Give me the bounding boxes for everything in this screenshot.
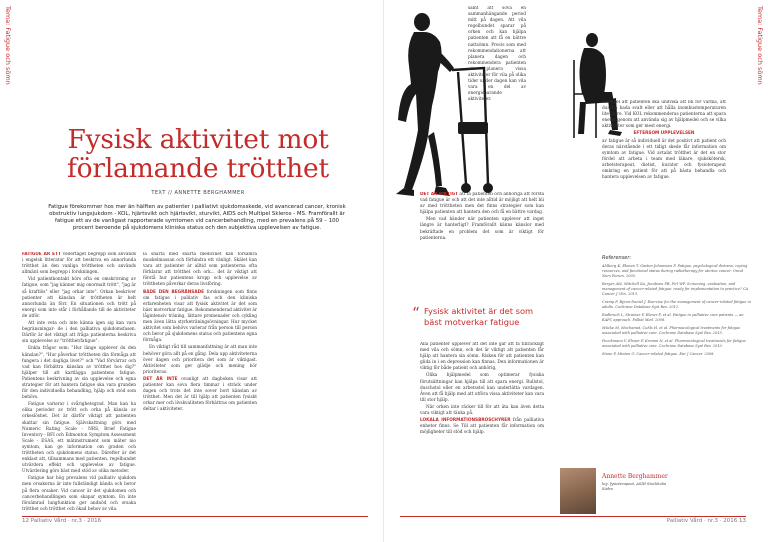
col4-p1: Alla patienter upplever att det inte går att få tillräckligt med vila och sömn, och det är viktigt att patienten får hjälp att hantera sin sömn. Risken för att patienten kan glida in i en depression kan finnas. Den informationen är viktig för både patient och anhörig. [420,342,544,372]
section-tab-right: Tema: Fatigue och sömn [756,6,764,85]
reference-item: Mücke M, Mochamat, Cuhls H, et al. Pharmacological treatments for fatigue associated with palliative care. Cochrane Database Syst Rev. 2015. [602,326,741,335]
col1-p6: Fatigue har hög prevalens vid palliativ sjukdom men orsakerna är inte fullständigt kända och beror på flera orsaker. Vid cancer är det sjukdomen och cancerbehandlingen som skapar symtom. En inte försämrad lungfunktion ger andnöd och orsaka trötthet och trötthet och ökad behov av vila. [22,476,136,510]
col3-p2: att få patienten och anhöriga att förstå vad fatigue är och att det inte alltid är möjligt att helt bli av med tröttheten men det finns strategier som kan hjälpa patienten att hantera den och få en bättre vardag. [420,192,544,216]
author-name: Annette Berghammer [602,473,668,480]
kicker-not: DET ÄR INTE [143,376,178,382]
col2-p2: forskningen som finns om fatigue i palliativ fas och den kliniska erfarenheten visar att fysisk aktivitet är det som bäst motverkar fatigue. Rekommenderad aktivitet är lågintensiv träning, lättare promenader och cykling men även lätta styrketräningsövningar. Hur mycket aktivitet som behövs varierar från person till person och beror på sjukdomens status och patientens egna förmåga. [143,289,257,344]
title-line-2: förlamande trötthet [67,153,329,184]
kicker-brochures: LOKALA INFORMATIONSBROSCHYRER [420,418,511,424]
body-column-2 [143,252,257,510]
col3-p3: Men vad händer när patienten upplever att inget längre är hanterligt? Framförallt känns känslor med bekräftade en problem det som är viktigt för patienterna. [420,217,544,241]
body-column-3-top [468,6,526,192]
reference-item: Berger AM, Mitchell SA, Jacobsen PB, Pirl WF. Screening, evaluation, and management of cancer-related fatigue: ready for implementation to practice? CA Cancer J Clin. 2015. [602,282,749,296]
body-column-5 [602,100,726,250]
body-column-3 [420,192,544,254]
footer-rule-left [22,516,368,517]
byline: TEXT // ANNETTE BERGHAMMER [151,190,245,196]
col2-p1: la snarta med snarta medicinet kan försämra muskelmassan och förhindra ett vänligt. Skälet kan vara att patienter är alltid som patienterna ofta förklarar att trötthet och ork... det är viktigt att förstå hur patientens kropp och upplevelse av tröttheten påverkar deras livsföring. [143,252,257,288]
col2-p4: ovanligt att dagboken visar att patienter kan sova flera timmar i sträck under dagen och trots det inte sover bort känslan av trötthet. Men det är till hjälp att patienten fysiskt orkar mer och livskvaliteten förbättras om patienten deltar i aktiviteter. [143,376,257,413]
col4-p2: Olika hjälpmedel som optimerar fysiska förutsättningar kan hjälpa till att spara energi. Rullstol, duschstol eller en arbetsstol kan underlätta vardagen. Även att få hjälp med att utföra vissa aktiviteter kan vara till stor hjälp. [420,373,544,403]
section-tab-left: Tema: Fatigue och sömn [4,6,12,85]
col5-p2: av fatigue är så individuell är det positivt att patient och deras närstående i ett tidigt skede får information om symtom av fatigue. Vid avtalat trötthet är det en stor fördel att arbeta i team med läkare, sjukskötersk, arbetsterapeut, dietist, kurator och fysioterapeut omkring en patient för att på bästa behandla och hantera upplevelsen av fatigue. [602,138,726,181]
kicker-important: DET ÄR VIKTIGT [420,192,458,197]
kicker-both: BÅDE DEN BEGRÄNSADE [143,289,205,295]
body-column-4 [420,342,544,510]
col4-p3: När orken inte räcker till för att äta kan även detta vara viktigt att tänka på. [420,404,544,417]
pullquote: Fysisk aktivitet är det som bäst motverkar fatigue [424,306,534,327]
author-photo [560,468,596,514]
author-role: leg. fysioterapeut, ASIH Stockholm Södra [602,482,667,491]
reference-item: Stone P, Minton O. Cancer-related fatigue. Eur J Cancer. 2008. [602,352,715,356]
right-page [384,0,768,542]
kicker-experience: EFTERSOM UPPLEVELSEN [633,131,695,137]
references-title: Referenser: [602,255,632,261]
col4-p4: från palliativa enheter finns. Se Till att patienten får information om möjligheter till stöd och hjälp. [420,418,544,436]
col1-p5: Fatigue varierar i svårighetsgrad. Man kan ha olika perioder av trött och orka på känsla av orkeslöshet. Det är därför viktigt att patienten skattar sin fatigue. Självskattning görs med Numeric Rating Scale - NRS, Brief Fatigue Inventory - BFI och Edmonton Symptom Assessment Scale - ESAS, ett mätinstrument som mäter nio symtom, kan ge information om graden och tröttheten och sjukdomens status. Därefter är det enklast att, tillsammans med patienten, regelbundet utvärdera effekt och upplevelse av fatigue. Utvärdering görs bäst med stöd av olika metoder. [22,402,136,475]
footer-left: 12 Palliativ Vård · nr.3 · 2016 [22,518,102,524]
reference-item: Peuckmann V, Elsner F, Krumm N, et al. Pharmacological treatments for fatigue associated with palliative care. Cochrane Database Syst Rev. 2010. [602,339,746,348]
col1-p4: Enkla frågor som: "Hur länge upplever du den känslan?", "Hur påverkar tröttheten din förmåga att fungera i det dagliga livet?" och "Vad förvärrar och vad kan förbättra känslan av trötthet hos dig?" hjälper till att kartlägga patientens fatigue. Patientens beskrivning av sin upplevelse och egna strategier för att hantera fatigue ska vara grunden för den individuella behandling, hjälp och stöd som behövs. [22,346,136,401]
pullquote-mark: “ [412,304,420,322]
reference-item: Radbruch L, Strasser F, Elsner F, et al. Fatigue in palliative care patients — an EAPC approach. Palliat Med. 2008. [602,313,744,322]
col5-p1: exempel att patienten ska undvika att bli för varma, att duscha bada svalt eller att hålla inomhustemperaturen lite lägre. Vid KOL rekommenderas patienterna att spara energi genom att använda sig av hjälpmedel och se vilka aktiviteter som ger mest energi. [602,100,726,130]
col1-p1: vedertaget begrepp som används i engelsk litteratur för att beskriva en annorlunda trötthet än den vanliga tröttheten och används allmänt som begrepp i forskningen. [22,252,136,276]
col3-p1: samt att sova en sammanhängande period mitt på dagen. Att vila regelbundet sparar på orken och kan hjälpa patienten att få en bättre nattsömn. Precis som med rekommendationerna att planera dagen och rekommendera patienten att planera vissa aktiviteter för vila på olika tider under dagen kan vila vara en del av energisparande aktiviteter. [468,6,526,103]
col2-p3: En viktigt råd till sammanfattning är att man inte behöver göra allt på en gång. Dela upp aktiviteterna över dagen och prioritera det som är viktigast. Aktiviteter som ger glädje och mening bör prioriteras. [143,345,257,375]
reference-item: Cramp F, Byron-Daniel J. Exercise for the management of cancer-related fatigue in adults. Cochrane Database Syst Rev. 2012. [602,300,751,309]
body-column-1 [22,252,136,510]
article-title [28,125,368,183]
col1-p2: Vid patientkontakt hörs ofta en omskrivning av fatigue, som "jag känner mig onormalt trött", "jag är så kraftlös" eller "jag orkar inte". Orkan beskriver patienter att känslan är tröttheten är helt annorlunda än förr. En situationen och trött på energi som inte står i förhållande till de aktiviteter de utför. [22,277,136,319]
col1-p3: Att inte veta och inte känna igen sig kan vara begränsningar- de i den palliativa sjukdomsfasen. Därför är det viktigt att fråga patienterna beskriva sin upplevelse av "trötthet/fatigue". [22,321,136,345]
title-line-1: Fysisk aktivitet mot [67,124,329,155]
reference-item: Ahlberg K, Ekman T, Gaston-Johansson F. Fatigue, psychological distress, coping resources, and functional status during radiotherapy for uterine cancer. Oncol Nurs Forum. 2005. [602,264,748,278]
footer-rule-right [400,516,746,517]
kicker-fatigue: FATIGUE ÄR ETT [22,252,61,257]
lead-paragraph: Fatigue förekommer hos mer än hälften av patienter i palliativt sjukdomsskede, vid avancerad cancer, kronisk obstruktiv lungsjukdom - KOL, hjärtsvikt och hjärtsvikt, sturvikt, AIDS och Multipel Skleros - MS. Framförallt är fatigue ett av de vanligast rapporterade symtomen vid cancerbehandling, med en prevalens på 59 – 100 procent beroende på sjukdomens kliniska status och den subjektiva upplevelsen av fatigue. [48,204,346,232]
footer-right: Palliativ Vård · nr.3 · 2016 13 [666,518,746,524]
author-box [560,468,670,514]
references-list [602,264,752,462]
